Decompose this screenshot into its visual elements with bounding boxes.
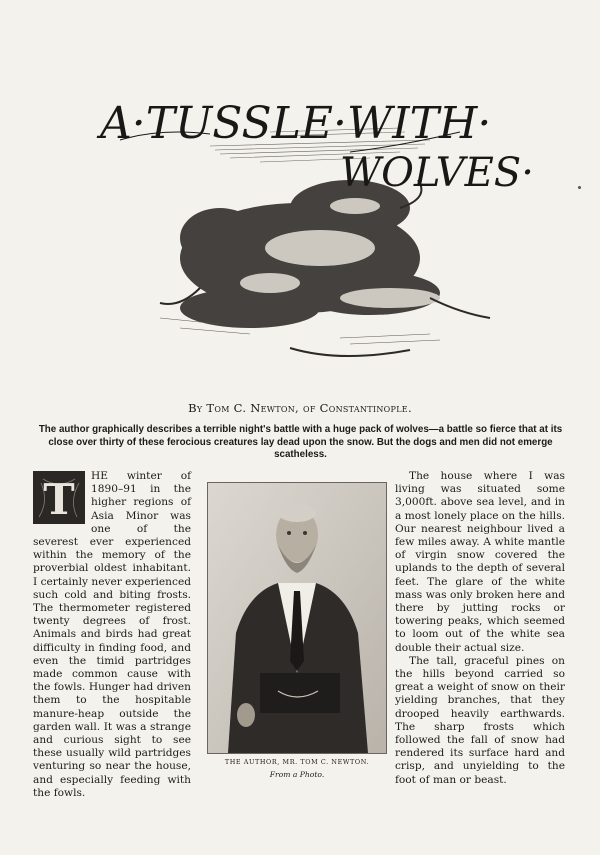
title-illustration [100,88,534,388]
photo-subcaption: From a Photo. [269,770,325,779]
left-column [33,470,191,800]
drop-cap [33,471,85,524]
summary: The author graphically describes a terrible night's battle with a huge pack of wolves—a battle so fierce that at its close over thirty of these ferocious creatures lay dead upon the snow. But the dogs and men did not emerge scatheless. [38,424,563,460]
author-photo [207,482,387,754]
title-line-1: A·TUSSLE·WITH· [100,98,492,149]
right-column [395,470,565,787]
right-paragraph-2: The tall, graceful pines on the hills beyond carried so great a weight of snow on their yielding branches, that they drooped heavily earthwards. The sharp frosts which followed the fall of snow had rendered its surface hard and crisp, and unyielding to the foot of man or beast. [395,654,565,786]
intro-paragraph: HE winter of 1890–91 in the higher regions of Asia Minor was one of the severest ever experienced within the memory of the proverbial oldest inhabitant. I certainly never experienced such cold and biting frosts. The thermometer registered twenty degrees of frost. Animals and birds had great difficulty in finding food, and even the timid partridges made common cause with the fowls. Hunger had driven them to the hospitable manure-heap outside the garden wall. It was a strange and curious sight to see these usually wild partridges venturing so near the house, and especially feeding with the fowls. [33,470,191,799]
svg-text:T: T [43,475,75,524]
print-speck [578,186,581,189]
byline: By Tom C. Newton, of Constantinople. [188,401,412,415]
right-paragraph-1: The house where I was living was situated some 3,000ft. above sea level, and in a most lonely place on the hills. Our nearest neighbour lived a few miles away. A white mantle of virgin snow covered the uplands to the depth of several feet. The glare of the white mass was only broken here and there by jutting rocks or towering peaks, which seemed to loom out of the white sea double their actual size. [395,470,565,654]
photo-caption: THE AUTHOR, MR. TOM C. NEWTON. [224,758,370,766]
title-line-2: WOLVES· [340,150,534,196]
